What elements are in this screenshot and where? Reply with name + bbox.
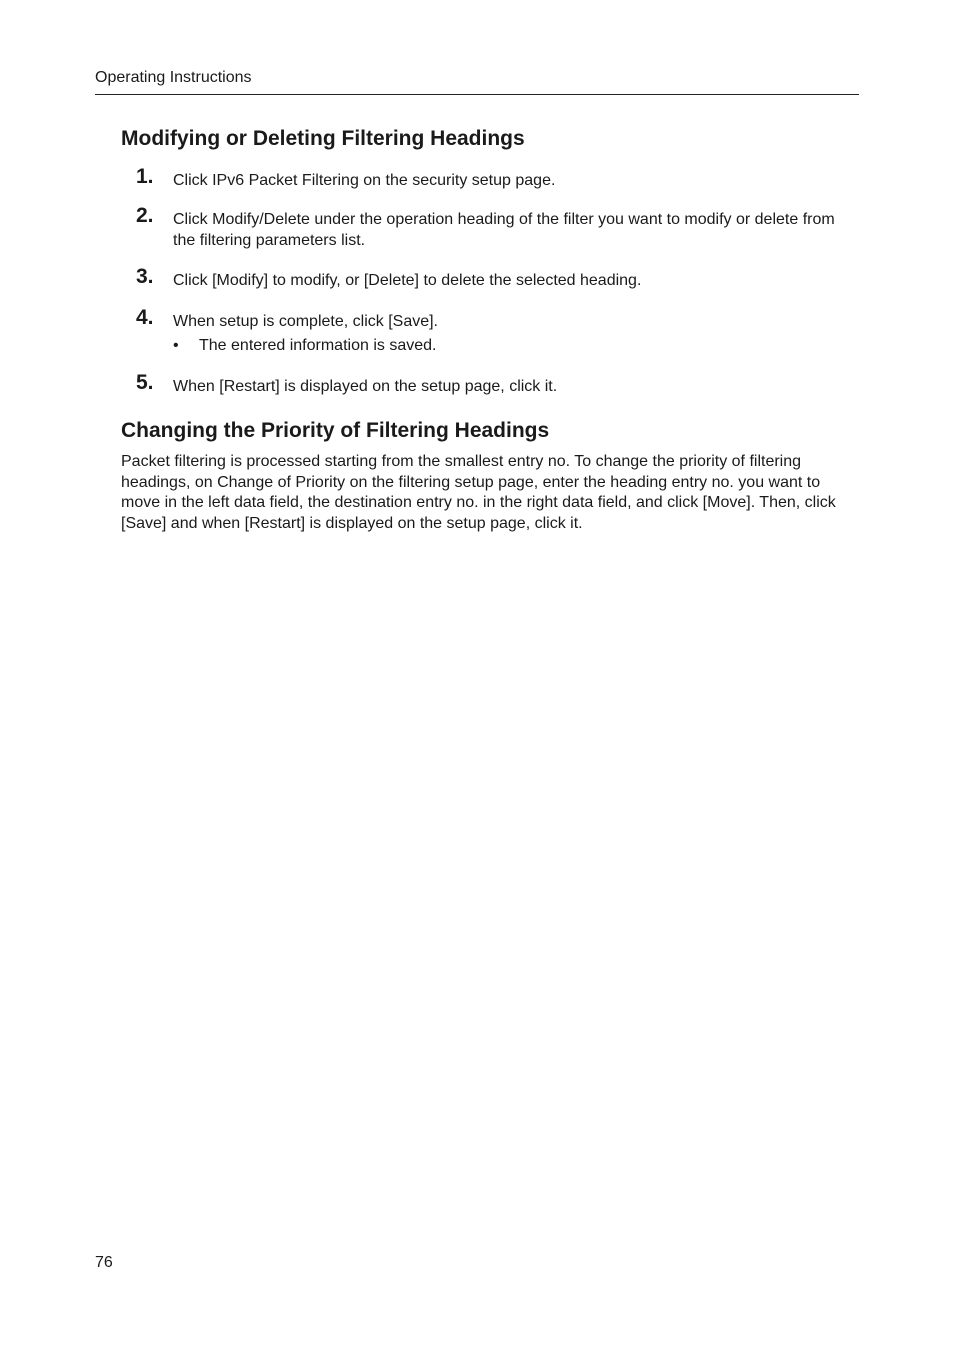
- step-text: Click Modify/Delete under the operation heading of the filter you want to modify or delete from the filtering parameters list.: [173, 211, 835, 249]
- step-number: 3.: [136, 265, 154, 288]
- bullet-text: The entered information is saved.: [199, 337, 437, 354]
- page-number: 76: [95, 1254, 113, 1271]
- step-text: When [Restart] is displayed on the setup page, click it.: [173, 378, 558, 395]
- page-header: [95, 68, 859, 95]
- section-heading-modify-delete: Modifying or Deleting Filtering Headings: [121, 127, 525, 150]
- step-text: Click IPv6 Packet Filtering on the security setup page.: [173, 172, 556, 189]
- step-number: 5.: [136, 371, 154, 394]
- bullet-mark: •: [173, 337, 179, 354]
- step-number: 2.: [136, 204, 154, 227]
- priority-paragraph: Packet filtering is processed starting from the smallest entry no. To change the priority of filtering headings, on Change of Priority on the filtering setup page, enter the heading entry no. you want to move in the left data field, the destination entry no. in the right data field, and click [Move]. Then, click [Save] and when [Restart] is displayed on the setup page, click it.: [121, 453, 836, 532]
- step-number: 4.: [136, 306, 154, 329]
- header-title: Operating Instructions: [95, 69, 252, 86]
- section-heading-priority: Changing the Priority of Filtering Headings: [121, 419, 550, 442]
- step-number: 1.: [136, 165, 154, 188]
- step-text: When setup is complete, click [Save].: [173, 313, 438, 330]
- step-text: Click [Modify] to modify, or [Delete] to delete the selected heading.: [173, 272, 642, 289]
